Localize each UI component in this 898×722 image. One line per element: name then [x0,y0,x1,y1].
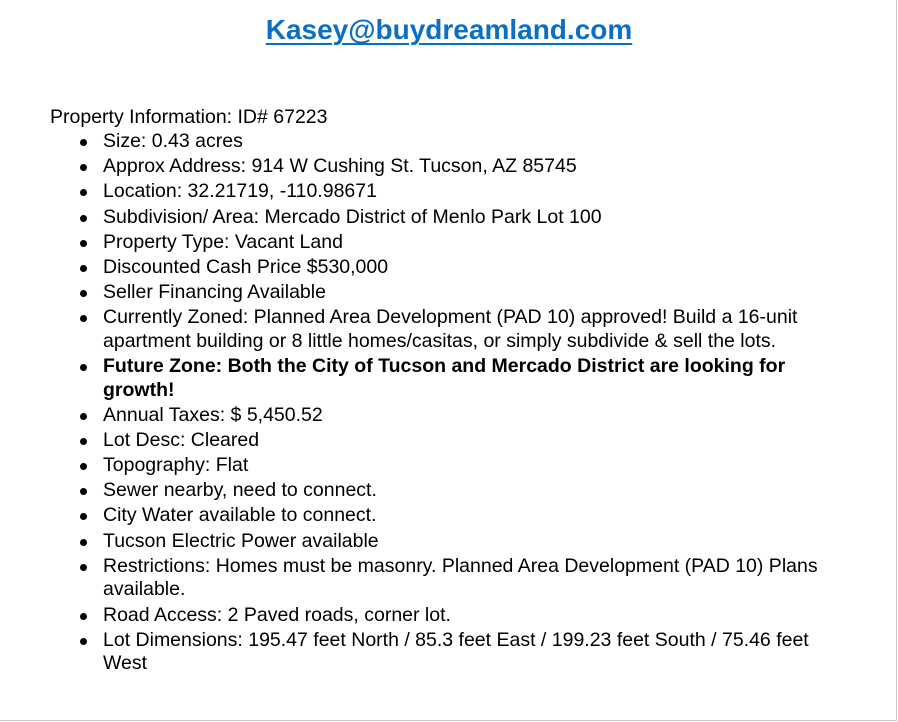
list-item-text: Topography: Flat [103,454,249,477]
list-item-text: Discounted Cash Price $530,000 [103,255,389,278]
bullet-icon [80,613,87,620]
bullet-icon [80,438,87,445]
list-item-address [50,155,850,179]
bullet-icon [80,240,87,247]
bullet-icon [80,139,87,146]
list-item-road-access [50,604,850,628]
bullet-icon [80,265,87,272]
list-item-subdivision [50,206,850,230]
list-item-text: Future Zone: Both the City of Tucson and Mercado District are looking for growth! [103,355,786,401]
bullet-icon [80,488,87,495]
list-item-text: Property Type: Vacant Land [103,230,343,253]
list-item-property-type [50,231,850,255]
bullet-icon [80,315,87,322]
list-item-water [50,504,850,528]
list-item-text: Seller Financing Available [103,281,326,304]
list-item-text: Location: 32.21719, -110.98671 [103,180,377,203]
list-item-text: Approx Address: 914 W Cushing St. Tucson, AZ 85745 [103,155,577,178]
list-item-topography [50,454,850,478]
list-item-lot-dimensions [50,629,850,676]
list-item-current-zoning [50,306,850,353]
bullet-icon [80,564,87,571]
list-item-text: Restrictions: Homes must be masonry. Planned Area Development (PAD 10) Plans available. [103,554,818,601]
property-info-heading: Property Information: ID# 67223 [50,106,328,128]
list-item-text: City Water available to connect. [103,504,377,527]
list-item-sewer [50,479,850,503]
bullet-icon [80,215,87,222]
list-item-size [50,130,850,154]
list-item-text: Currently Zoned: Planned Area Development (PAD 10) approved! Build a 16-unit apartment building or 8 little homes/casitas, or simply subdivide & sell the lots. [103,306,798,352]
list-item-text: Sewer nearby, need to connect. [103,479,377,502]
bullet-icon [80,413,87,420]
bullet-icon [80,463,87,470]
list-item-text: Road Access: 2 Paved roads, corner lot. [103,603,451,626]
list-item-location [50,180,850,204]
list-item-price [50,256,850,280]
list-item-financing [50,281,850,305]
list-item-taxes [50,404,850,428]
list-item-text: Subdivision/ Area: Mercado District of Menlo Park Lot 100 [103,205,602,228]
list-item-lot-desc [50,429,850,453]
list-item-future-zone [50,355,850,402]
bullet-icon [80,290,87,297]
property-details-list [50,130,850,677]
list-item-text: Lot Desc: Cleared [103,428,260,451]
list-item-text: Size: 0.43 acres [103,130,243,152]
bullet-icon [80,638,87,645]
email-link[interactable]: Kasey@buydreamland.com [265,14,633,45]
list-item-text: Lot Dimensions: 195.47 feet North / 85.3 feet East / 199.23 feet South / 75.46 feet West [103,628,809,675]
bullet-icon [80,539,87,546]
list-item-power [50,530,850,554]
bullet-icon [80,364,87,371]
list-item-text: Tucson Electric Power available [103,529,379,552]
list-item-restrictions [50,555,850,602]
list-item-text: Annual Taxes: $ 5,450.52 [103,403,323,426]
bullet-icon [80,164,87,171]
bullet-icon [80,189,87,196]
bullet-icon [80,513,87,520]
